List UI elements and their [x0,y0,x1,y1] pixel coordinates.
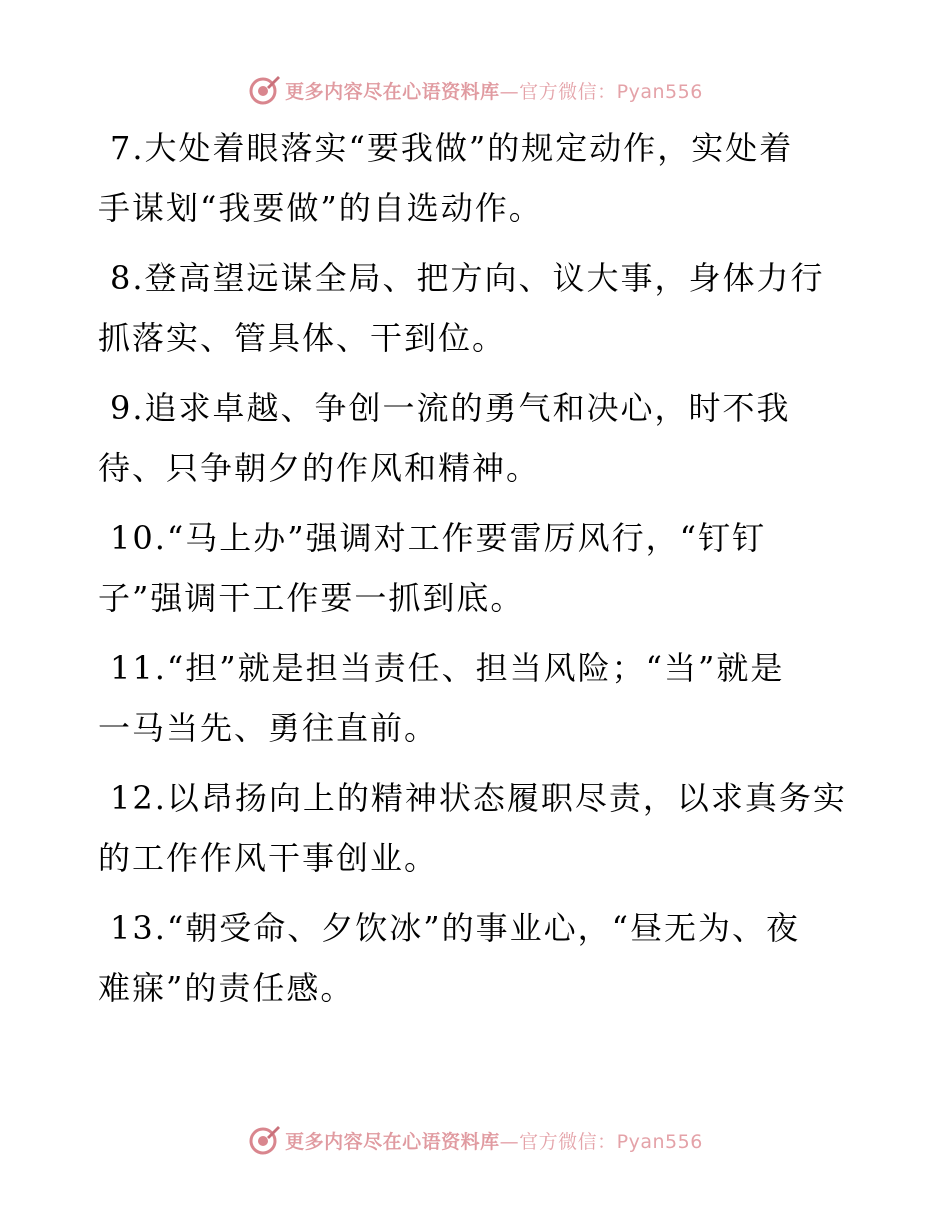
list-item [98,508,848,628]
list-item-line-1: 13.“朝受命、夕饮冰”的事业心，“昼无为、夜 [110,909,800,947]
list-item-line-1: 10.“马上办”强调对工作要雷厉风行，“钉钉 [110,519,766,557]
pen-logo-icon [247,1123,281,1157]
list-item-line-2: 的工作作风干事创业。 [98,839,439,877]
list-item-line-2: 子”强调干工作要一抓到底。 [98,579,525,617]
list-item [98,378,848,498]
list-item-line-2: 抓落实、管具体、干到位。 [98,319,507,357]
list-item [98,638,848,758]
watermark-text: 更多内容尽在心语资料库—官方微信：Pyan556 [285,1130,703,1153]
list-item-line-2: 一马当先、勇往直前。 [98,709,439,747]
header-watermark [0,70,950,110]
list-item [98,898,848,1018]
pen-logo-icon [247,73,281,107]
list-item-line-1: 7.大处着眼落实“要我做”的规定动作，实处着 [110,129,794,167]
list-item [98,248,848,368]
list-item [98,768,848,888]
list-item-line-2: 难寐”的责任感。 [98,969,355,1007]
footer-watermark [0,1120,950,1160]
watermark-text: 更多内容尽在心语资料库—官方微信：Pyan556 [285,80,703,103]
list-item-line-1: 12.以昂扬向上的精神状态履职尽责，以求真务实 [110,779,847,817]
list-item-line-2: 待、只争朝夕的作风和精神。 [98,449,541,487]
list-item [98,118,848,238]
list-item-line-1: 8.登高望远谋全局、把方向、议大事，身体力行 [110,259,825,297]
list-item-line-2: 手谋划“我要做”的自选动作。 [98,189,543,227]
document-body [98,118,848,1028]
list-item-line-1: 11.“担”就是担当责任、担当风险；“当”就是 [110,649,785,687]
list-item-line-1: 9.追求卓越、争创一流的勇气和决心，时不我 [110,389,791,427]
